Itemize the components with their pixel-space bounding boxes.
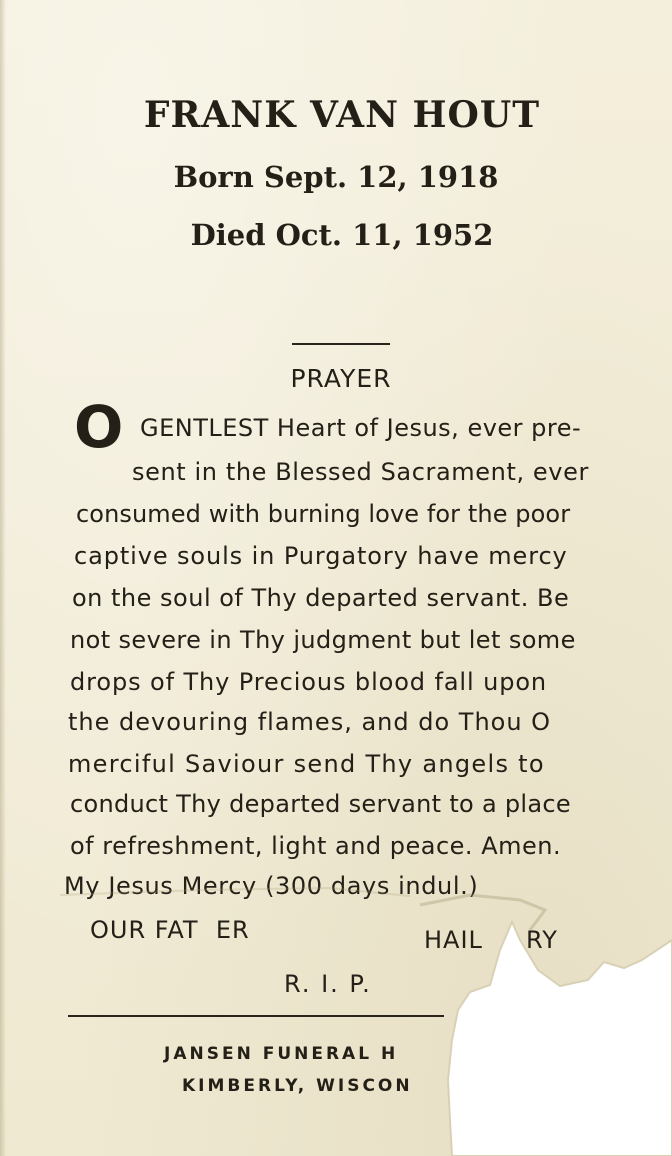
hail-mary-label: HAIL RY bbox=[424, 926, 558, 954]
birth-date: Born Sept. 12, 1918 bbox=[173, 160, 499, 194]
our-father-label: OUR FAT ER bbox=[90, 916, 250, 944]
prayer-line-10: conduct Thy departed servant to a place bbox=[70, 790, 571, 818]
prayer-line-1: GENTLEST Heart of Jesus, ever pre- bbox=[140, 414, 582, 442]
prayer-heading: PRAYER bbox=[290, 364, 392, 393]
funeral-home-name: JANSEN FUNERAL H bbox=[164, 1044, 399, 1064]
rip-label: R. I. P. bbox=[284, 970, 372, 998]
prayer-line-12: My Jesus Mercy (300 days indul.) bbox=[64, 872, 479, 900]
prayer-line-2: sent in the Blessed Sacrament, ever bbox=[132, 458, 589, 486]
deceased-name: FRANK VAN HOUT bbox=[143, 94, 541, 136]
prayer-line-9: merciful Saviour send Thy angels to bbox=[68, 750, 545, 778]
prayer-line-6: not severe in Thy judgment but let some bbox=[70, 626, 576, 654]
prayer-line-8: the devouring flames, and do Thou O bbox=[68, 708, 552, 736]
prayer-line-5: on the soul of Thy departed servant. Be bbox=[72, 584, 570, 612]
prayer-drop-cap: O bbox=[74, 393, 124, 461]
funeral-home-location: KIMBERLY, WISCON bbox=[182, 1076, 413, 1096]
prayer-line-11: of refreshment, light and peace. Amen. bbox=[70, 832, 562, 860]
death-date: Died Oct. 11, 1952 bbox=[190, 218, 494, 252]
prayer-line-3: consumed with burning love for the poor bbox=[76, 500, 571, 528]
prayer-line-7: drops of Thy Precious blood fall upon bbox=[70, 668, 548, 696]
prayer-line-4: captive souls in Purgatory have mercy bbox=[74, 542, 568, 570]
